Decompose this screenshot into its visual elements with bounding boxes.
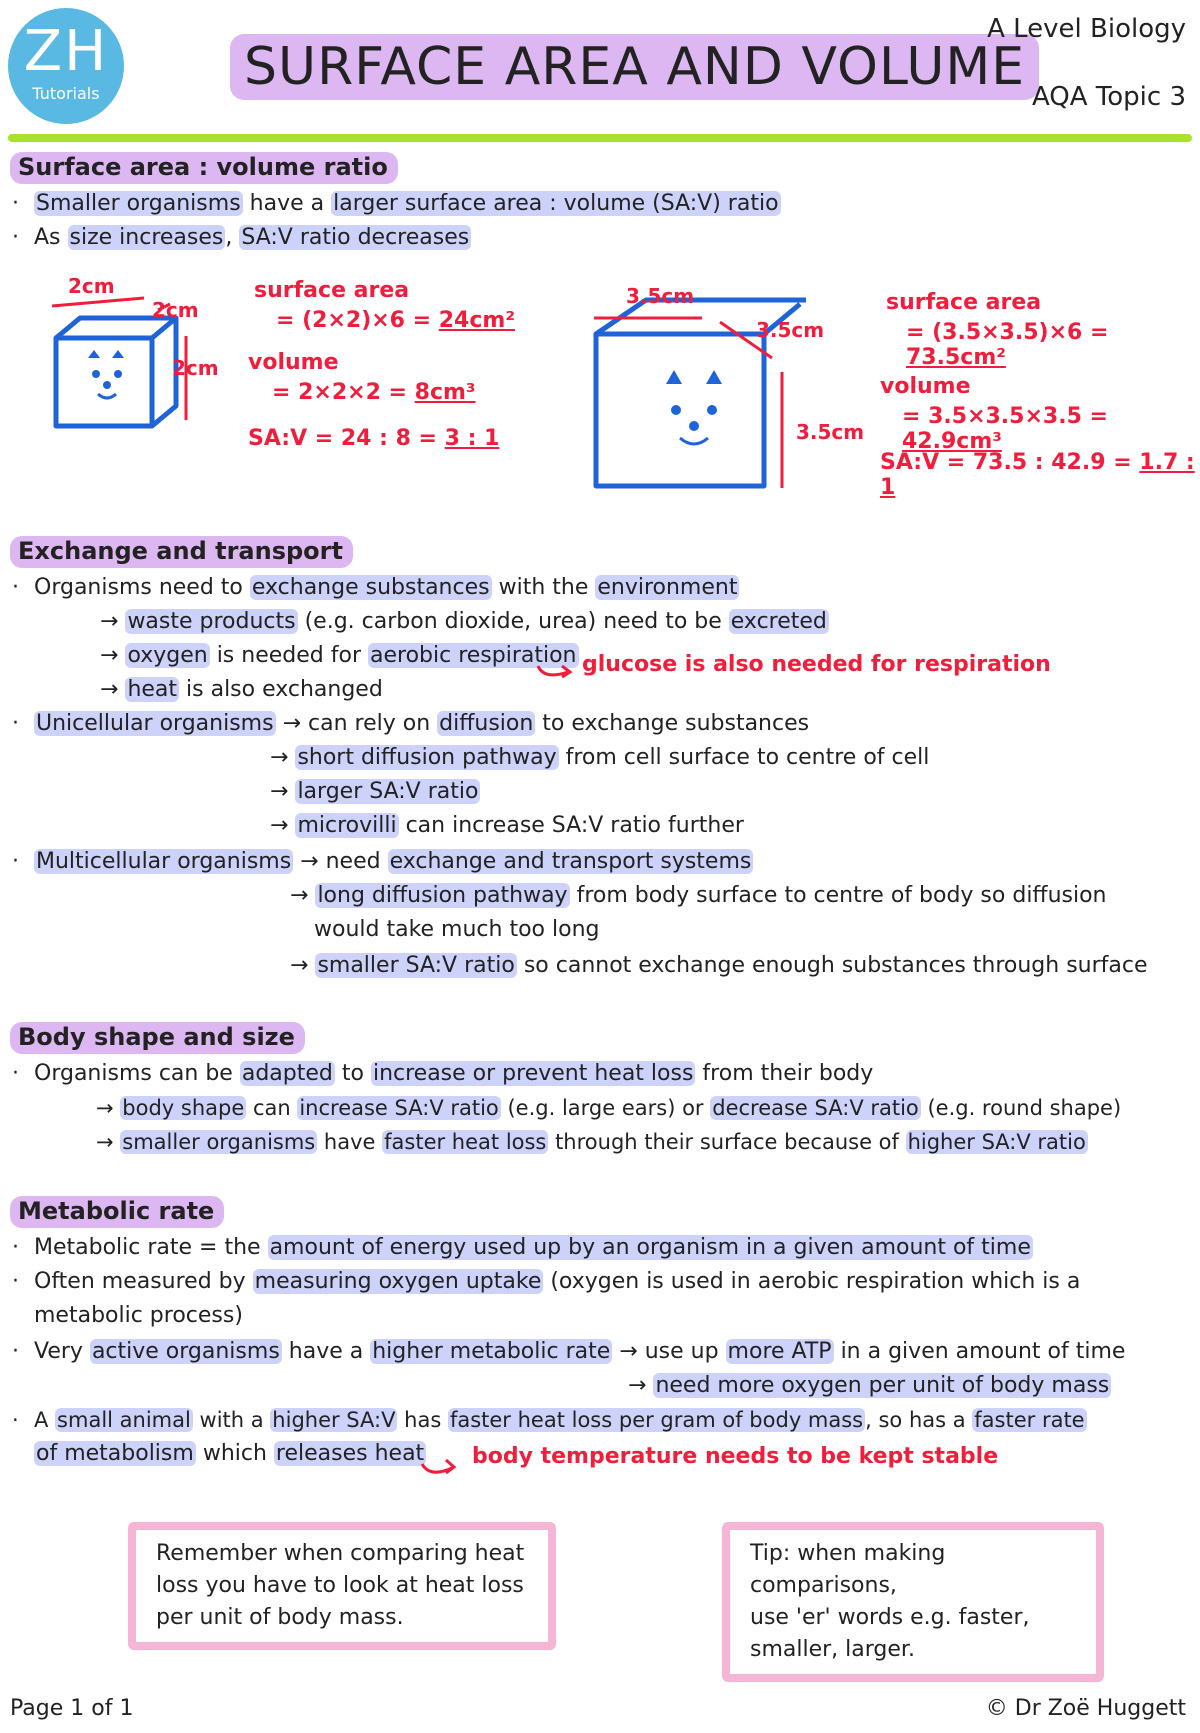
metabolic-line-2: · Often measured by measuring oxygen uptake (oxygen is used in aerobic respiration which is a	[12, 1269, 1081, 1294]
large-dim-top: 3.5cm	[626, 284, 695, 308]
large-dim-depth: 3.5cm	[756, 318, 825, 342]
page-title: SURFACE AREA AND VOLUME	[230, 34, 1039, 100]
exchange-line-3: → oxygen is needed for aerobic respiration	[100, 643, 577, 668]
large-sa-calc: = (3.5×3.5)×6 = 73.5cm²	[906, 320, 1109, 370]
body-shape-line-3: → smaller organisms have faster heat loss through their surface because of higher SA:V ratio	[96, 1130, 1086, 1154]
metabolic-line-4: · Very active organisms have a higher metabolic rate → use up more ATP in a given amount of time	[12, 1339, 1126, 1364]
body-shape-line-2: → body shape can increase SA:V ratio (e.g. large ears) or decrease SA:V ratio (e.g. round shape)	[96, 1096, 1122, 1120]
small-cube-front	[56, 338, 152, 426]
author-credit: © Dr Zoë Huggett	[985, 1696, 1186, 1721]
exchange-line-8: → microvilli can increase SA:V ratio further	[270, 813, 744, 838]
tip-box-right	[722, 1522, 1104, 1682]
small-ratio: SA:V = 24 : 8 = 3 : 1	[248, 426, 500, 451]
small-dim-side: 2cm	[172, 356, 219, 380]
exchange-line-12: → smaller SA:V ratio so cannot exchange enough substances through surface	[290, 953, 1148, 978]
logo-subtext: Tutorials	[32, 84, 100, 103]
small-dim-depth: 2cm	[152, 298, 199, 322]
large-cube-face-icon	[666, 370, 722, 431]
large-vol-label: volume	[880, 374, 971, 399]
exchange-line-5: · Unicellular organisms → can rely on diffusion to exchange substances	[12, 711, 810, 736]
exchange-line-1: · Organisms need to exchange substances with the environment	[12, 575, 738, 600]
body-shape-line-1: · Organisms can be adapted to increase or prevent heat loss from their body	[12, 1061, 874, 1086]
tip-left-line: per unit of body mass.	[156, 1605, 404, 1630]
section-heading-sa-v: Surface area : volume ratio	[10, 152, 398, 184]
section-heading-metabolic: Metabolic rate	[10, 1196, 224, 1228]
large-vol-calc: = 3.5×3.5×3.5 = 42.9cm³	[902, 404, 1108, 454]
exchange-line-11: would take much too long	[314, 917, 600, 942]
large-sa-label: surface area	[886, 290, 1042, 315]
header-divider	[8, 134, 1192, 142]
section-heading-exchange: Exchange and transport	[10, 536, 353, 568]
tip-left-line: loss you have to look at heat loss	[156, 1573, 524, 1598]
exchange-line-7: → larger SA:V ratio	[270, 779, 479, 804]
exchange-line-6: → short diffusion pathway from cell surface to centre of cell	[270, 745, 930, 770]
curved-arrow-icon	[418, 1456, 462, 1480]
small-sa-calc: = (2×2)×6 = 24cm²	[276, 308, 515, 333]
sa-v-line-2: · As size increases, SA:V ratio decreases	[12, 225, 470, 250]
small-ratio-result: 3 : 1	[444, 426, 500, 451]
subject-label: A Level Biology	[987, 14, 1186, 44]
small-vol-label: volume	[248, 350, 339, 375]
topic-label: AQA Topic 3	[1031, 82, 1186, 112]
logo-text: ZH	[23, 19, 109, 84]
tip-right-line: Tip: when making comparisons,	[750, 1541, 946, 1598]
small-sa-label: surface area	[254, 278, 410, 303]
small-cube-face-icon	[88, 350, 124, 389]
metabolic-line-6: · A small animal with a higher SA:V has faster heat loss per gram of body mass, so has a faster rate	[12, 1408, 1085, 1432]
note-glucose: glucose is also needed for respiration	[582, 652, 1051, 677]
tip-box-left	[128, 1522, 556, 1650]
small-vol-calc: = 2×2×2 = 8cm³	[272, 380, 476, 405]
small-vol-result: 8cm³	[414, 380, 476, 405]
metabolic-line-5: → need more oxygen per unit of body mass	[628, 1373, 1110, 1398]
tip-left-line: Remember when comparing heat	[156, 1541, 525, 1566]
sa-v-line-1: · Smaller organisms have a larger surface area : volume (SA:V) ratio	[12, 191, 779, 216]
large-ratio: SA:V = 73.5 : 42.9 = 1.7 : 1	[880, 450, 1195, 500]
metabolic-line-1: · Metabolic rate = the amount of energy used up by an organism in a given amount of time	[12, 1235, 1031, 1260]
large-cube-diagram	[586, 282, 806, 502]
small-dim-top: 2cm	[68, 274, 115, 298]
tip-right-line: use 'er' words e.g. faster,	[750, 1605, 1030, 1630]
small-sa-result: 24cm²	[438, 308, 515, 333]
logo	[8, 8, 124, 124]
large-vol-result: 42.9cm³	[902, 429, 1002, 454]
metabolic-line-3: metabolic process)	[34, 1303, 243, 1328]
note-body-temperature: body temperature needs to be kept stable	[472, 1444, 999, 1469]
exchange-line-9: · Multicellular organisms → need exchange and transport systems	[12, 849, 752, 874]
large-dim-side: 3.5cm	[796, 420, 865, 444]
metabolic-line-7: of metabolism which releases heat	[36, 1441, 425, 1466]
page-number: Page 1 of 1	[10, 1696, 134, 1721]
exchange-line-10: → long diffusion pathway from body surface to centre of body so diffusion	[290, 883, 1107, 908]
exchange-line-4: → heat is also exchanged	[100, 677, 383, 702]
curved-arrow-icon	[534, 660, 576, 684]
tip-right-line: smaller, larger.	[750, 1637, 915, 1662]
large-ratio-result: 1.7 : 1	[880, 450, 1195, 500]
exchange-line-2: → waste products (e.g. carbon dioxide, urea) need to be excreted	[100, 609, 827, 634]
large-sa-result: 73.5cm²	[906, 345, 1006, 370]
section-heading-body-shape: Body shape and size	[10, 1022, 305, 1054]
